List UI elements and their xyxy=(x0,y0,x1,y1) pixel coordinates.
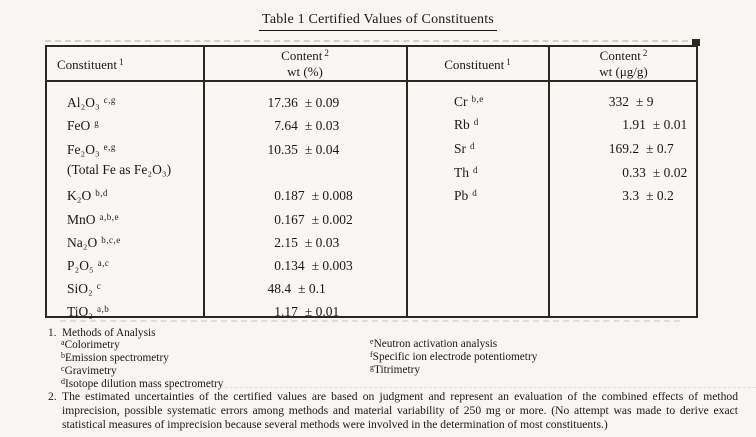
table-row xyxy=(47,165,696,183)
header-unit: wt (%) xyxy=(287,63,323,79)
constituent-name xyxy=(67,304,109,320)
method-letter: g xyxy=(370,362,374,372)
table-row xyxy=(47,188,696,206)
formula: MnO xyxy=(67,212,96,227)
uncertainty: ± 0.2 xyxy=(646,188,674,203)
scan-artifact xyxy=(45,40,698,42)
column-header-constituent-left xyxy=(57,57,123,73)
method-item xyxy=(61,365,223,378)
certified-value xyxy=(204,258,406,274)
header-label: Constituent xyxy=(57,57,117,72)
method-refs: d xyxy=(472,187,478,198)
method-letter: e xyxy=(370,336,374,346)
formula: K₂O xyxy=(67,188,92,203)
scan-artifact xyxy=(130,387,756,388)
value: 0.33 xyxy=(622,165,646,180)
uncertainty: ± 0.008 xyxy=(311,188,353,203)
method-refs: b,e xyxy=(471,93,484,104)
method-letter: c xyxy=(61,363,65,373)
formula: TiO₂ xyxy=(67,304,93,319)
method-refs: a,b xyxy=(96,303,110,314)
certified-value xyxy=(549,141,698,157)
method-item xyxy=(370,351,537,364)
uncertainty: ± 0.03 xyxy=(304,118,340,133)
uncertainty: ± 0.02 xyxy=(652,165,688,180)
value: 10.35 xyxy=(267,142,298,157)
uncertainty: ± 0.03 xyxy=(304,235,340,250)
value: 0.167 xyxy=(274,212,305,227)
certified-value xyxy=(204,304,406,320)
value: 48.4 xyxy=(267,281,292,296)
method-refs: e,g xyxy=(103,141,116,152)
value: 17.36 xyxy=(267,95,298,110)
header-label: Constituent xyxy=(444,57,505,72)
constituent-name xyxy=(454,165,478,181)
uncertainty: ± 0.01 xyxy=(304,304,340,319)
method-name: Specific ion electrode potentiometry xyxy=(372,351,538,364)
constituent-name xyxy=(454,141,475,157)
method-name: Gravimetry xyxy=(64,365,117,378)
uncertainty: ± 0.7 xyxy=(646,141,674,156)
method-refs: g xyxy=(94,117,100,128)
constituent-name xyxy=(454,188,477,204)
constituent-name xyxy=(67,258,109,274)
data-table xyxy=(45,45,698,318)
certified-value xyxy=(549,94,698,110)
page-title: Table 1 Certified Values of Constituents xyxy=(259,12,497,31)
formula: Fe₂O₃ xyxy=(67,142,100,157)
method-name: Isotope dilution mass spectrometry xyxy=(65,378,224,391)
method-refs: a,c xyxy=(97,257,110,268)
value: 2.15 xyxy=(274,235,298,250)
constituent-name xyxy=(67,212,119,228)
column-header-content-wt-pct xyxy=(204,49,406,79)
table-row xyxy=(47,304,696,322)
method-refs: c,g xyxy=(103,94,116,105)
method-refs: d xyxy=(473,116,479,127)
constituent-name xyxy=(454,117,479,133)
methods-list-right xyxy=(370,338,537,377)
method-item xyxy=(370,338,537,351)
formula: Cr xyxy=(454,94,468,109)
table-row xyxy=(47,212,696,230)
constituent-name xyxy=(67,281,101,297)
table-title-wrap xyxy=(0,10,756,31)
constituent-name xyxy=(67,235,121,251)
certified-value xyxy=(204,212,406,228)
method-name: Neutron activation analysis xyxy=(373,338,498,350)
table-row xyxy=(47,117,696,135)
method-item xyxy=(370,364,537,377)
value: 0.134 xyxy=(274,258,305,273)
certified-value xyxy=(549,188,698,204)
method-letter: d xyxy=(61,376,65,386)
formula: FeO xyxy=(67,118,91,133)
formula: SiO₂ xyxy=(67,281,93,296)
method-letter: b xyxy=(61,350,65,360)
method-refs: d xyxy=(470,140,476,151)
method-letter: a xyxy=(61,337,65,347)
constituent-name xyxy=(454,94,484,110)
uncertainty: ± 0.01 xyxy=(652,117,688,132)
method-name: Emission spectrometry xyxy=(65,352,169,365)
table-row xyxy=(47,94,696,112)
table-row xyxy=(47,235,696,253)
header-divider xyxy=(47,80,696,82)
header-label: Content xyxy=(281,48,323,63)
formula: Al₂O₃ xyxy=(67,95,100,110)
value: 169.2 xyxy=(608,141,640,156)
uncertainty: ± 9 xyxy=(636,94,654,109)
formula: Rb xyxy=(454,117,470,132)
table-row xyxy=(47,281,696,299)
value: 0.187 xyxy=(274,188,305,203)
method-name: Colorimetry xyxy=(64,339,120,351)
method-refs: d xyxy=(473,164,478,175)
header-label: Content xyxy=(599,48,641,63)
table-row xyxy=(47,258,696,276)
column-header-content-ug-g xyxy=(549,49,698,79)
header-unit: wt (μg/g) xyxy=(599,63,648,79)
formula: Na₂O xyxy=(67,235,98,250)
constituent-note-total-fe: (Total Fe as Fe₂O₃) xyxy=(67,162,172,177)
table-row xyxy=(47,141,696,159)
certified-value xyxy=(204,235,406,251)
formula: Sr xyxy=(454,141,467,156)
method-item xyxy=(61,339,223,352)
uncertainty: ± 0.003 xyxy=(311,258,353,273)
methods-list-left xyxy=(61,339,223,391)
header-footnote-ref: 1 xyxy=(506,57,511,67)
method-name: Titrimetry xyxy=(374,364,421,377)
method-item xyxy=(61,352,223,365)
value: 332 xyxy=(608,94,629,109)
column-header-constituent-right xyxy=(407,57,548,73)
uncertainty: ± 0.002 xyxy=(311,212,353,227)
value: 3.3 xyxy=(622,188,640,203)
footnote-number: 1. xyxy=(48,327,57,339)
method-refs: a,b,e xyxy=(99,211,120,222)
header-footnote-ref: 2 xyxy=(324,48,329,58)
formula: P₂O₅ xyxy=(67,258,94,273)
uncertainty: ± 0.1 xyxy=(298,281,326,296)
method-refs: c xyxy=(96,280,102,291)
method-letter: f xyxy=(370,349,373,359)
formula: Pb xyxy=(454,188,469,203)
footnote-2-text: The estimated uncertainties of the certified values are based on judgment and represent an evaluation of the combined effects of method imprecision, possible systematic errors among methods and material variability of 250 mg or more. (No attempt was made to derive exact statistical measures of imprecision because several methods were involved in the determination of most constituents.) xyxy=(62,390,738,432)
footnote-1-title: Methods of Analysis xyxy=(62,327,156,339)
uncertainty: ± 0.04 xyxy=(304,142,340,157)
header-footnote-ref: 1 xyxy=(118,57,124,67)
value: 7.64 xyxy=(274,118,298,133)
method-refs: b,d xyxy=(95,187,108,198)
value: 1.17 xyxy=(274,304,298,319)
footnote-2 xyxy=(48,390,748,433)
value: 1.91 xyxy=(622,117,646,132)
header-footnote-ref: 2 xyxy=(642,48,648,58)
certified-value xyxy=(204,281,406,297)
method-refs: b,c,e xyxy=(101,234,121,245)
uncertainty: ± 0.09 xyxy=(304,95,340,110)
certified-value xyxy=(549,165,698,181)
footnote-number: 2. xyxy=(48,390,57,403)
formula: Th xyxy=(454,165,469,180)
certified-value xyxy=(549,117,698,133)
